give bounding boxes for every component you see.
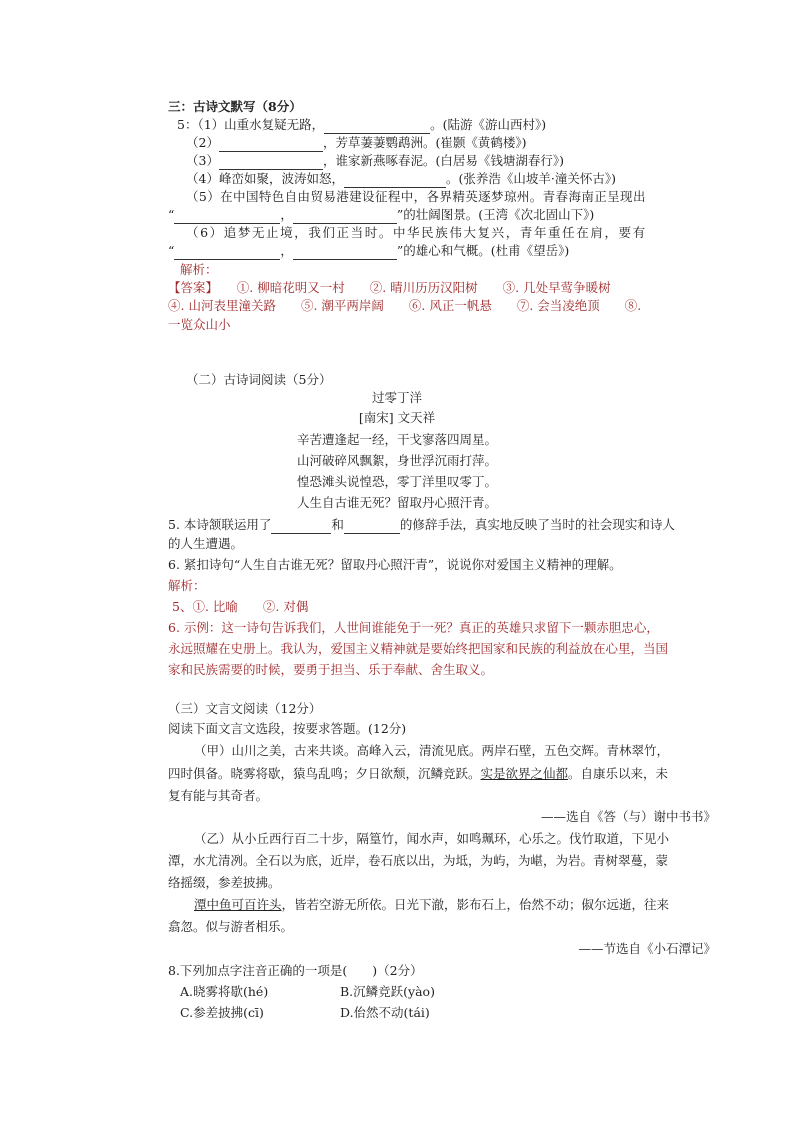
question-5-1: 5：（1）山重水复疑无路， 。(陆游《游山西村》) [177,117,547,132]
analysis-label: 解析： [180,262,218,277]
question-5-3: （3） ，谁家新燕啄春泥。(白居易《钱塘湖春行》) [186,153,564,168]
question-8: 8.下列加点字注音正确的一项是( )（2分） [168,963,423,978]
option-b: B.沉鳞竞跃(yào) [340,984,435,999]
poem-verse: 惶恐滩头说惶恐，零丁洋里叹零丁。 [296,474,497,489]
question-5-poem-cont: 的人生遭遇。 [168,536,244,551]
poem-author: [南宋] 文天祥 [358,410,436,425]
question-6-poem: 6. 紧扣诗句“人生自古谁无死？留取丹心照汗青”，说说你对爱国主义精神的理解。 [168,557,622,572]
poem-verse: 人生自古谁无死？留取丹心照汗青。 [296,495,497,510]
question-5-5-blanks: “ ， ”的壮阔图景。(王湾《次北固山下》) [168,207,595,222]
answer-line: 5、①. 比喻 ②. 对偶 [172,599,309,614]
passage-line: 四时俱备。晓雾将歇，猿鸟乱鸣；夕日欲颓，沉鳞竞跃。实是欲界之仙都。自康乐以来，未 [168,766,669,781]
question-5-poem: 5. 本诗颔联运用了 和 的修辞手法，真实地反映了当时的社会现实和诗人 [168,517,675,532]
answer-line: 永远照耀在史册上。我认为，爱国主义精神就是要始终把国家和民族的利益放在心里，当国 [168,641,669,656]
underlined-sentence: 实是欲界之仙都 [480,766,569,781]
answer-line: 家和民族需要的时候，要勇于担当、乐于奉献、舍生取义。 [168,662,494,677]
option-a: A.晓雾将歇(hé) [180,984,269,999]
passage-line: 潭中鱼可百许头，皆若空游无所依。日光下澈，影布石上，佁然不动；俶尔远逝，往来 [194,897,670,912]
underlined-sentence: 潭中鱼可百许头 [194,897,282,912]
poem-verse: 山河破碎风飘絮，身世浮沉雨打萍。 [296,453,497,468]
passage-line: 复有能与其奇者。 [168,788,269,803]
answer-line: 一览众山小 [168,317,231,332]
question-5-2: （2） ，芳草萋萋鹦鹉洲。(崔颢《黄鹤楼》) [186,135,527,150]
poem-verse: 辛苦遭逢起一经，干戈寥落四周星。 [296,432,497,447]
poem-title: 过零丁洋 [371,390,422,405]
analysis-label: 解析： [168,578,206,593]
question-5-6-blanks: “ ， ”的雄心和气概。(杜甫《望岳》) [168,243,570,258]
question-5-4: （4）峰峦如聚，波涛如怒， 。(张养浩《山坡羊·潼关怀古》) [186,171,616,186]
passage-source: ——选自《答（与）谢中书书》 [540,809,716,824]
question-5-6: （6）追梦无止境，我们正当时。中华民族伟大复兴，青年重任在肩，要有 [186,225,647,240]
option-c: C.参差披拂(cī) [180,1005,264,1020]
instruction: 阅读下面文言文选段，按要求答题。(12分) [168,721,407,736]
section-heading: （二）古诗词阅读（5分） [186,372,332,387]
answer-line: 6. 示例：这一诗句告诉我们，人世间谁能免于一死？真正的英雄只求留下一颗赤胆忠心， [168,620,659,635]
section-heading: （三）文言文阅读（12分） [168,701,322,716]
passage-line: 翕忽。似与游者相乐。 [168,919,294,934]
question-5-5: （5）在中国特色自由贸易港建设征程中，各界精英逐梦琼州。青春海南正呈现出 [186,189,646,204]
passage-line: 络摇缀，参差披拂。 [168,875,281,890]
passage-line: 潭，水尤清冽。全石以为底，近岸，卷石底以出，为坻，为屿，为嵁，为岩。青树翠蔓，蒙 [168,853,669,868]
passage-line: （乙）从小丘西行百二十步，隔篁竹，闻水声，如鸣珮环，心乐之。伐竹取道，下见小 [194,831,670,846]
option-d: D.佁然不动(tái) [340,1005,430,1020]
passage-line: （甲）山川之美，古来共谈。高峰入云，清流见底。两岸石壁，五色交辉。青林翠竹， [194,743,670,758]
passage-source: ——节选自《小石潭记》 [578,941,716,956]
answer-line: ④. 山河表里潼关路 ⑤. 潮平两岸阔 ⑥. 风正一帆悬 ⑦. 会当凌绝顶 ⑧. [168,298,642,313]
section-heading: 三：古诗文默写（8分） [168,99,302,114]
answer-line: 【答案】 ①. 柳暗花明又一村 ②. 晴川历历汉阳树 ③. 几处早莺争暖树 [168,280,611,295]
